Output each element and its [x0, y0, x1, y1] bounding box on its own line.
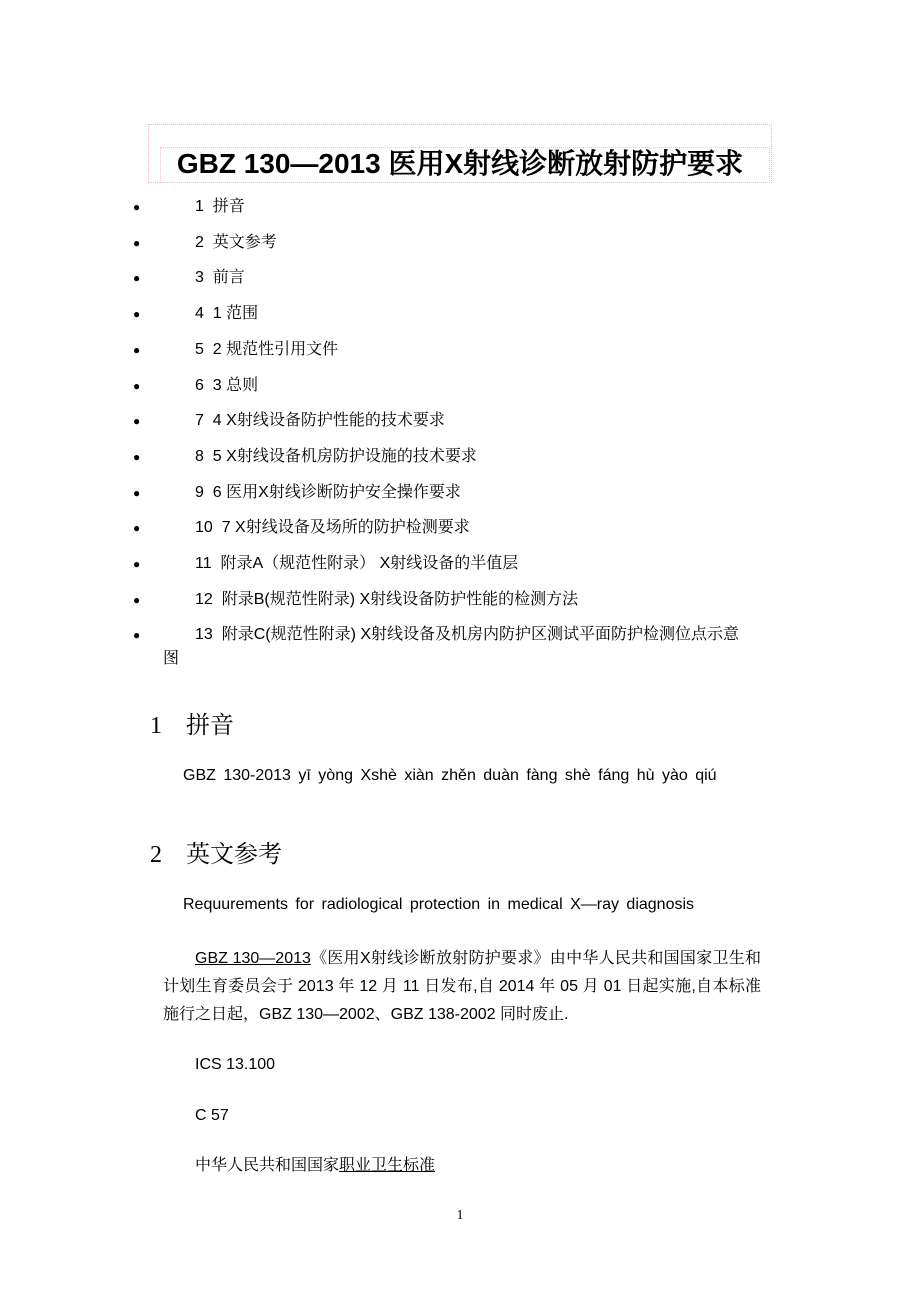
- toc-item[interactable]: [0, 623, 920, 668]
- toc-item[interactable]: [0, 552, 920, 576]
- bullet-icon: ●: [133, 449, 141, 464]
- toc-item-label[interactable]: 11 附录A（规范性附录） X射线设备的半值层: [195, 555, 519, 572]
- section-number: 1: [150, 713, 162, 739]
- toc-item-label[interactable]: 10 7 X射线设备及场所的防护检测要求: [195, 519, 470, 537]
- toc-item[interactable]: [0, 516, 920, 540]
- ics-code: ICS 13.100: [195, 1056, 276, 1073]
- classification-code: C 57: [195, 1107, 229, 1124]
- section-number: 2: [150, 842, 162, 868]
- toc-item[interactable]: [0, 409, 920, 433]
- standard-link[interactable]: GBZ 130—2013: [195, 950, 311, 967]
- bullet-icon: ●: [133, 485, 141, 500]
- toc-item-label[interactable]: 2 英文参考: [195, 233, 277, 251]
- toc-item-label[interactable]: 1 拼音: [195, 198, 245, 215]
- toc-item-label-continued: 图: [163, 650, 180, 668]
- bullet-icon: ●: [133, 414, 141, 429]
- english-reference-text: Requurements for radiological protection in medical X—ray diagnosis: [183, 896, 695, 913]
- toc-item-label[interactable]: 8 5 X射线设备机房防护设施的技术要求: [195, 447, 477, 465]
- bullet-icon: ●: [133, 307, 141, 322]
- toc-item[interactable]: [0, 445, 920, 469]
- toc-item-label[interactable]: 6 3 总则: [195, 376, 259, 394]
- toc-item-label[interactable]: 4 1 范围: [195, 305, 259, 323]
- toc-item[interactable]: [0, 374, 920, 398]
- org-line: [195, 1154, 435, 1178]
- toc-item-label[interactable]: 13 附录C(规范性附录) X射线设备及机房内防护区测试平面防护检测位点示意: [195, 626, 740, 644]
- bullet-icon: ●: [133, 628, 141, 643]
- toc-item[interactable]: [0, 231, 920, 255]
- bullet-icon: ●: [133, 592, 141, 607]
- bullet-icon: ●: [133, 378, 141, 393]
- toc-item[interactable]: [0, 195, 920, 219]
- page-number: 1: [456, 1208, 464, 1223]
- bullet-icon: ●: [133, 521, 141, 536]
- toc-item[interactable]: [0, 481, 920, 505]
- bullet-icon: ●: [133, 342, 141, 357]
- toc-item-label[interactable]: 7 4 X射线设备防护性能的技术要求: [195, 412, 445, 430]
- toc-item[interactable]: [0, 266, 920, 290]
- pinyin-text: GBZ 130-2013 yī yòng Xshè xiàn zhěn duàn fàng shè fáng hù yào qiú: [183, 767, 717, 784]
- bullet-icon: ●: [133, 200, 141, 214]
- paragraph-text: 《医用X射线诊断放射防护要求》由中华人民共和国国家卫生和计划生育委员会于 2013 年 12 月 11 日发布,自 2014 年 05 月 01 日起实施,自本标准施行之日起，GBZ 130—2002、GBZ 138-2002 同时废止.: [163, 950, 761, 1023]
- toc-item-label[interactable]: 5 2 规范性引用文件: [195, 340, 339, 358]
- org-prefix: 中华人民共和国国家: [195, 1157, 340, 1174]
- toc-item[interactable]: [0, 338, 920, 362]
- intro-paragraph: [163, 945, 761, 1029]
- bullet-icon: ●: [133, 557, 141, 571]
- toc-item-label[interactable]: 12 附录B(规范性附录) X射线设备防护性能的检测方法: [195, 590, 579, 608]
- toc-item[interactable]: [0, 588, 920, 612]
- section-title: 拼音: [186, 713, 234, 739]
- toc-item[interactable]: [0, 302, 920, 326]
- toc-item-label[interactable]: 3 前言: [195, 269, 245, 287]
- bullet-icon: ●: [133, 271, 141, 286]
- bullet-icon: ●: [133, 235, 141, 250]
- page-title: GBZ 130—2013 医用X射线诊断放射防护要求: [176, 148, 744, 179]
- section-title: 英文参考: [186, 842, 282, 868]
- org-link[interactable]: 职业卫生标准: [339, 1157, 436, 1174]
- toc-item-label[interactable]: 9 6 医用X射线诊断防护安全操作要求: [195, 483, 461, 501]
